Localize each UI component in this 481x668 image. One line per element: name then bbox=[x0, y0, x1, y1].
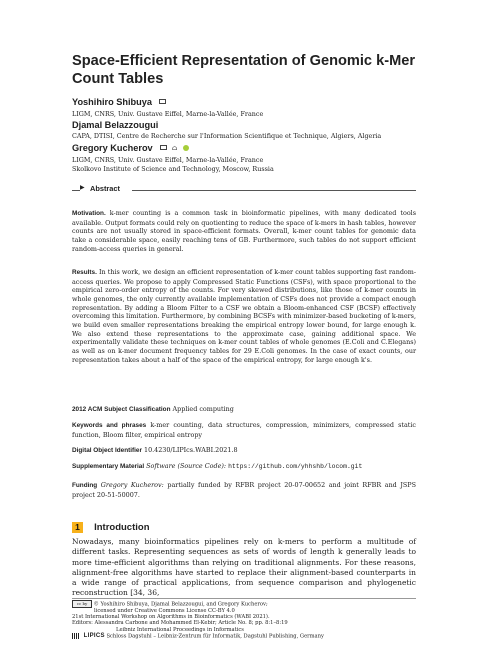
title-line-1: Space-Efficient Representation of Genomic k-Mer bbox=[72, 53, 416, 69]
mail-icon[interactable] bbox=[159, 99, 166, 104]
author-affiliation: LIGM, CNRS, Univ. Gustave Eiffel, Marne-la-Vallée, France bbox=[72, 156, 264, 164]
footer-publisher: Schloss Dagstuhl – Leibniz-Zentrum für Informatik, Dagstuhl Publishing, Germany bbox=[106, 633, 324, 640]
acm-label: 2012 ACM Subject Classification bbox=[72, 406, 171, 413]
author-affiliation: LIGM, CNRS, Univ. Gustave Eiffel, Marne-la-Vallée, France bbox=[72, 110, 264, 118]
doi bbox=[72, 446, 416, 456]
lipics-logo: LIPICS bbox=[83, 632, 105, 639]
funding bbox=[72, 481, 416, 499]
footer-editors: Editors: Alessandra Carbone and Mohammed El-Kebir; Article No. 8; pp. 8:1–8:19 bbox=[72, 620, 288, 627]
doi-link[interactable]: 10.4230/LIPIcs.WABI.2021.8 bbox=[144, 446, 238, 454]
footer-series: Leibniz International Proceedings in Informatics bbox=[116, 626, 244, 633]
funding-italic: Gregory Kucherov: bbox=[100, 481, 164, 489]
keywords-text: k-mer counting, data structures, compression, minimizers, compressed static function, Bloom filter, empirical entropy bbox=[72, 421, 416, 439]
mail-icon[interactable] bbox=[160, 145, 167, 150]
footer-license: licensed under Creative Commons License CC-BY 4.0 bbox=[94, 608, 235, 614]
author-affiliation: CAPA, DTISI, Centre de Recherche sur l'Information Scientifique et Technique, Algiers, Algeria bbox=[72, 132, 382, 140]
section-title: Introduction bbox=[94, 522, 150, 533]
results-text: In this work, we design an efficient representation of k-mer count tables supporting fast random-access queries. We propose to apply Compressed Static Functions (CSFs), with space proportional to the empirical zero-order entropy of the counts. For very skewed distributions, like those of k-mer counts in whole genomes, the only currently available implementation of CSFs does not provide a compact enough representation. By adding a Bloom Filter to a CSF we obtain a Bloom-enhanced CSF (BCSF) effectively overcoming this limitation. Furthermore, by combining BCSFs with minimizer-based bucketing of k-mers, we build even smaller representations breaking the empirical entropy lower bound, for large enough k. We also extend these representations to the approximate case, gaining additional space. We experimentally validate these techniques on k-mer count tables of whole genomes (E.Coli and C.Elegans) as well as on k-mer document frequency tables for 29 E.Coli genomes. In the case of exact counts, our representation takes about a half of the space of the empirical entropy, for large enough k's. bbox=[72, 268, 416, 364]
keywords-label: Keywords and phrases bbox=[72, 422, 147, 429]
supp-label: Supplementary Material bbox=[72, 463, 145, 470]
section-number: 1 bbox=[72, 522, 83, 533]
supp-url-link[interactable]: https://github.com/yhhshb/locom.git bbox=[228, 463, 363, 470]
author-name: Yoshihiro Shibuya bbox=[72, 97, 152, 107]
intro-paragraph: Nowadays, many bioinformatics pipelines rely on k-mers to perform a multitude of different tasks. Representing sequences as sets of words of length k generally leads to more time-efficient algorithms than relying on traditional alignments. For these reasons, alignment-free algorithms have started to replace their alignment-based counterparts in a wide range of practical applications, from sequence comparison and phylogenetic reconstruction [34, 36, bbox=[72, 537, 416, 598]
cc-license-icon: cc by bbox=[72, 600, 92, 608]
supp-italic: Software (Source Code): bbox=[146, 462, 227, 470]
funding-label: Funding bbox=[72, 482, 98, 489]
author-name: Djamal Belazzougui bbox=[72, 120, 159, 130]
author-affiliation: Skolkovo Institute of Science and Technology, Moscow, Russia bbox=[72, 164, 274, 173]
author-name: Gregory Kucherov bbox=[72, 143, 153, 153]
paper-title bbox=[72, 52, 416, 88]
triangle-icon: ▶ bbox=[80, 184, 85, 191]
supplementary-material bbox=[72, 462, 416, 472]
abstract-rule bbox=[72, 187, 416, 188]
abstract-heading: Abstract bbox=[90, 184, 120, 193]
acm-text: Applied computing bbox=[172, 405, 234, 413]
motivation-paragraph bbox=[72, 209, 416, 253]
section-heading bbox=[72, 515, 150, 534]
footer-rule bbox=[72, 598, 416, 599]
results-label: Results. bbox=[72, 269, 97, 276]
results-paragraph bbox=[72, 268, 416, 364]
footer-workshop: 21st International Workshop on Algorithms in Bioinformatics (WABI 2021). bbox=[72, 614, 270, 621]
motivation-text: k-mer counting is a common task in bioinformatic pipelines, with many dedicated tools available. Output formats could rely on quotienting to reduce the space of k-mers in hash tables, however counts are not usually stored in space-efficient formats. Overall, k-mer count tables for genomic data take a considerable space, easily reaching tens of GB. Furthermore, such tables do not support efficient random-access queries in general. bbox=[72, 209, 416, 253]
title-line-2: Count Tables bbox=[72, 71, 164, 87]
lipics-logo-icon bbox=[72, 633, 80, 639]
doi-label: Digital Object Identifier bbox=[72, 447, 142, 454]
acm-classification bbox=[72, 405, 416, 415]
author-block-3 bbox=[72, 136, 274, 173]
keywords bbox=[72, 421, 416, 439]
home-icon[interactable]: ⌂ bbox=[171, 143, 178, 152]
orcid-icon[interactable] bbox=[183, 145, 189, 151]
footer-copyright: © Yoshihiro Shibuya, Djamal Belazzougui, and Gregory Kucherov; bbox=[93, 601, 268, 608]
funding-text: partially funded by RFBR project 20-07-00652 and joint RFBR and JSPS project 20-51-50007. bbox=[72, 481, 416, 499]
footer bbox=[72, 600, 416, 640]
motivation-label: Motivation. bbox=[72, 210, 106, 217]
